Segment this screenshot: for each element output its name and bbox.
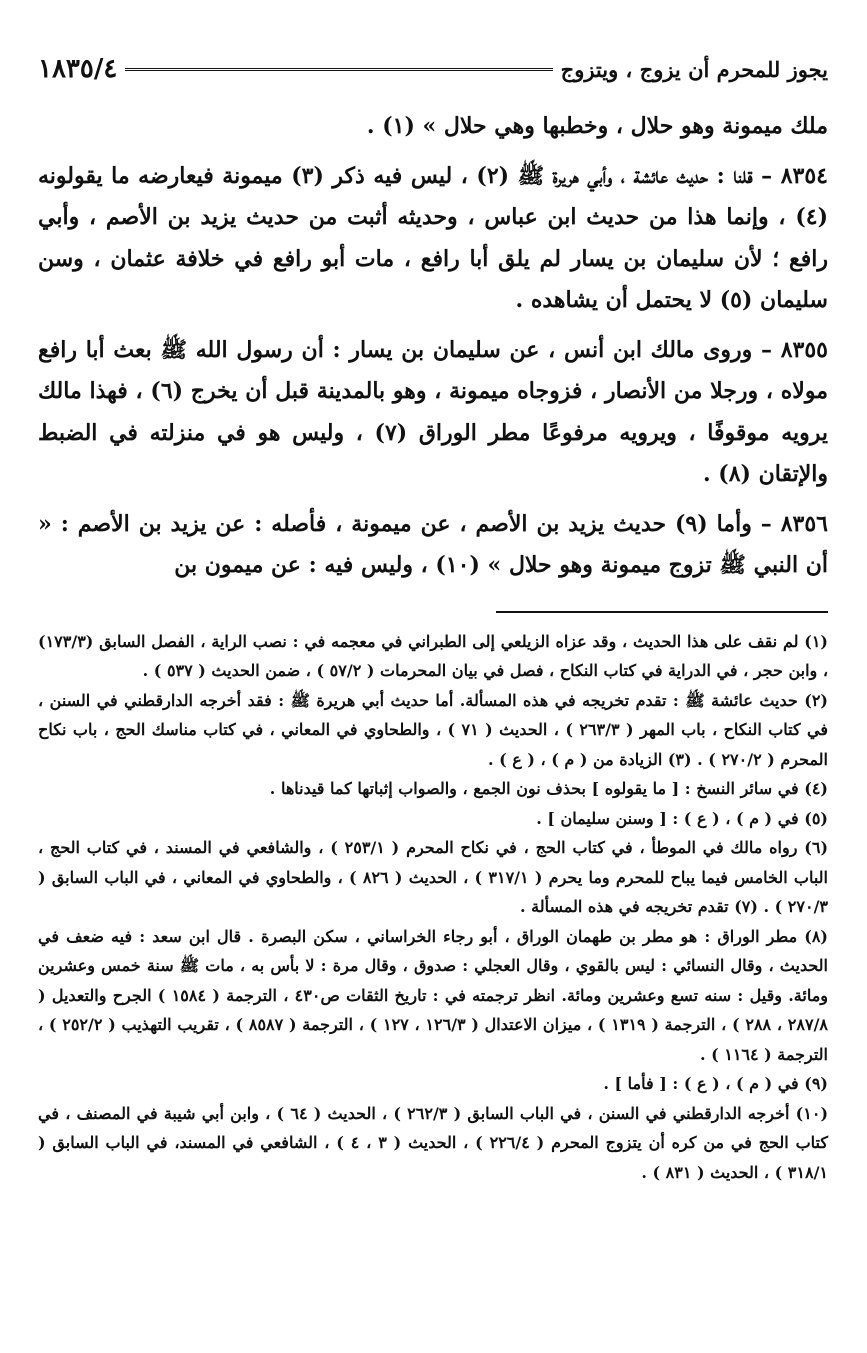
paragraph-text: – وأما (٩) حديث يزيد بن الأصم ، عن ميمونة ، فأصله : عن يزيد بن الأصم : « أن النبي ﷺ تزوج ميمونة وهو حلال » (١٠) ، وليس فيه : عن ميمون بن [38,510,828,578]
book-page [38,44,828,1187]
paragraph-number: ٨٣٥٥ [780,336,828,363]
paragraph-text: – قلنا : حديث عائشة ، وأبي هريرة ﷺ (٢) ، ليس فيه ذكر (٣) ميمونة فيعارضه ما يقولونه (٤) ، وإنما هذا من حديث ابن عباس ، وحديثه أثبت من حديث يزيد بن الأصم ، وأبي رافع ؛ لأن سليمان بن يسار لم يلق أبا رافع ، مات أبو رافع في خلافة عثمان ، وسن سليمان (٥) لا يحتمل أن يشاهده . [38,162,828,313]
footnote-10: (١٠) أخرجه الدارقطني في السنن ، في الباب السابق ( ٢٦٢/٣ ) ، الحديث ( ٦٤ ) ، وابن أبي شيبة في المصنف ، في كتاب الحج في من كره أن يتزوج المحرم ( ٢٢٦/٤ ) ، الحديث ( ٣ ، ٤ ) ، الشافعي في المسند، في الباب السابق ( ٣١٨/١ ) ، الحديث ( ٨٣١ ) . [38,1103,829,1182]
running-title: يجوز للمحرم أن يزوج ، ويتزوج [560,56,828,82]
main-text [38,106,828,587]
footnote-9: (٩) في ( م ) ، ( ع ) : [ فأما ] . [603,1074,828,1093]
paragraph-number: ٨٣٥٤ [780,162,828,189]
intro-line: ملك ميمونة وهو حلال ، وخطبها وهي حلال » (١) . [366,113,828,139]
footnote-5: (٥) في ( م ) ، ( ع ) : [ وسنن سليمان ] . [536,808,828,828]
paragraph-8355 [38,330,828,496]
running-header [38,44,828,94]
footnote-4: (٤) في سائر النسخ : [ ما يقولوه ] بحذف نون الجمع ، والصواب إثباتها كما قيدناها . [269,779,828,798]
header-rule [125,68,552,71]
footnotes [38,627,828,1188]
paragraph-8354 [38,156,828,322]
paragraph-text: – وروى مالك ابن أنس ، عن سليمان بن يسار : أن رسول الله ﷺ بعث أبا رافع مولاه ، ورجلا من الأنصار ، فزوجاه ميمونة ، وهو بالمدينة قبل أن يخرج (٦) ، فهذا مالك يرويه موقوفًا ، ويرويه مرفوعًا مطر الوراق (٧) ، وليس هو في منزلته في الضبط والإتقان (٨) . [38,336,828,487]
footnote-8: (٨) مطر الوراق : هو مطر بن طهمان الوراق ، أبو رجاء الخراساني ، سكن البصرة . قال ابن سعد : فيه ضعف في الحديث ، وقال النسائي : ليس بالقوي ، وقال العجلي : صدوق ، وقال مرة : لا بأس به ، مات ﷺ سنة خمس وعشرين ومائة. وقيل : سنه تسع وعشرين ومائة. انظر ترجمته في : تاريخ الثقات ص٤٣٠ ، الترجمة ( ١٥٨٤ ) الجرح والتعديل ( ٢٨٧/٨ ، ٢٨٨ ) ، الترجمة ( ١٣١٩ ) ، ميزان الاعتدال ( ١٢٦/٣ ، ١٢٧ ) ، الترجمة ( ٨٥٨٧ ) ، تقريب التهذيب ( ٢٥٢/٢ ) ، الترجمة ( ١١٦٤ ) . [38,926,829,1064]
paragraph-number: ٨٣٥٦ [780,510,828,537]
footnote-2: (٢) حديث عائشة ﷺ : تقدم تخريجه في هذه المسألة. أما حديث أبي هريرة ﷺ : فقد أخرجه الدارقطني في السنن ، في كتاب النكاح ، باب المهر ( ٢٦٣/٣ ) ، الحديث ( ٧١ ) ، والطحاوي في المعاني ، في كتاب مناسك الحج ، باب نكاح المحرم ( ٢٧٠/٢ ) . (٣) الزيادة من ( م ) ، ( ع ) . [38,690,828,769]
footnote-6: (٦) رواه مالك في الموطأ ، في كتاب الحج ، في نكاح المحرم ( ٢٥٣/١ ) ، والشافعي في المسند ، في كتاب الحج ، الباب الخامس فيما يباح للمحرم وما يحرم ( ٣١٧/١ ) ، الحديث ( ٨٢٦ ) ، والطحاوي في المعاني ، في الباب السابق ( ٢٧٠/٣ ) . (٧) تقدم تخريجه في هذه المسألة . [38,838,829,916]
paragraph-8356 [38,504,828,587]
footnote-1: (١) لم نقف على هذا الحديث ، وقد عزاه الزيلعي إلى الطبراني في معجمه في : نصب الراية ، الفصل السابق (١٧٣/٣) ، وابن حجر ، في الدراية في كتاب النكاح ، فصل في بيان المحرمات ( ٥٧/٢ ) ، ضمن الحديث ( ٥٣٧ ) . [38,631,828,680]
footnote-separator [496,611,828,613]
page-number: ١٨٣٥/٤ [38,54,118,84]
